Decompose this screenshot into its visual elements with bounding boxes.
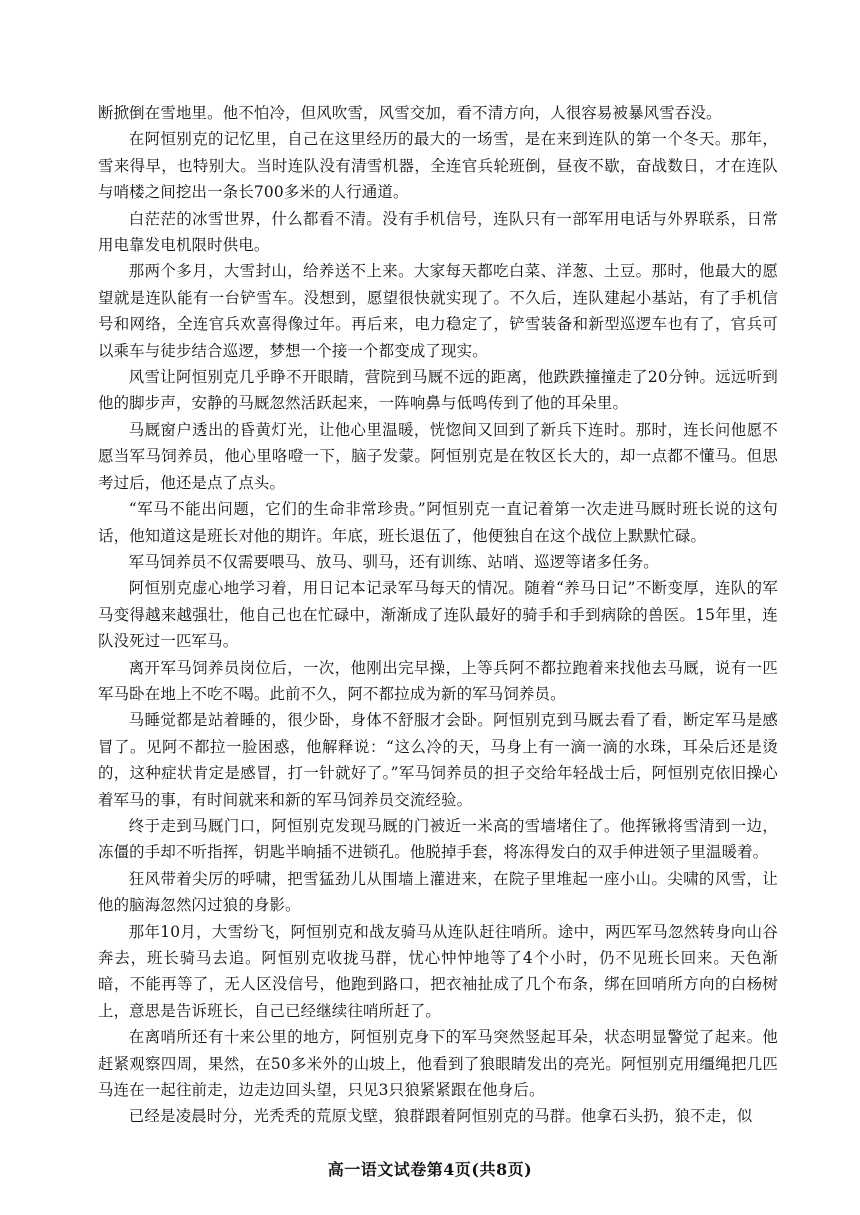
paragraph-15: 在离哨所还有十来公里的地方，阿恒别克身下的军马突然竖起耳朵，状态明显警觉了起来。他赶紧观察四周，果然，在50多米外的山坡上，他看到了狼眼睛发出的亮光。阿恒别克用缰绳把几匹马连在一起往前走，边走边回头望，只见3只狼紧紧跟在他身后。 bbox=[98, 1028, 778, 1100]
paragraph-5: 风雪让阿恒别克几乎睁不开眼睛，营院到马厩不远的距离，他跌跌撞撞走了20分钟。远远听到他的脚步声，安静的马厩忽然活跃起来，一阵响鼻与低鸣传到了他的耳朵里。 bbox=[98, 368, 778, 413]
paragraph-12: 终于走到马厩门口，阿恒别克发现马厩的门被近一米高的雪墙堵住了。他挥锹将雪清到一边，冻僵的手却不听指挥，钥匙半晌插不进锁孔。他脱掉手套，将冻得发白的双手伸进领子里温暖着。 bbox=[98, 816, 778, 862]
paragraph-13: 狂风带着尖厉的呼啸，把雪猛劲儿从围墙上灌进来，在院子里堆起一座小山。尖啸的风雪，让他的脑海忽然闪过狼的身影。 bbox=[98, 869, 778, 915]
paragraph-11: 马睡觉都是站着睡的，很少卧，身体不舒服才会卧。阿恒别克到马厩去看了看，断定军马是感冒了。见阿不都拉一脸困惑，他解释说：“这么冷的天，马身上有一滴一滴的水珠，耳朵后还是烫的，这种症状肯定是感冒，打一针就好了。”军马饲养员的担子交给年轻战士后，阿恒别克依旧操心着军马的事，有时间就来和新的军马饲养员交流经验。 bbox=[98, 711, 778, 809]
paragraph-8: 军马饲养员不仅需要喂马、放马、驯马，还有训练、站哨、巡逻等诸多任务。 bbox=[128, 552, 659, 571]
page-footer: 高一语文试卷第4页(共8页) bbox=[327, 1160, 533, 1179]
paragraph-6: 马厩窗户透出的昏黄灯光，让他心里温暖，恍惚间又回到了新兵下连时。那时，连长问他愿不愿当军马饲养员，他心里咯噔一下，脑子发蒙。阿恒别克是在牧区长大的，却一点都不懂马。但思考过后，他还是点了点头。 bbox=[98, 420, 778, 492]
paragraph-14: 那年10月，大雪纷飞，阿恒别克和战友骑马从连队赶往哨所。途中，两匹军马忽然转身向山谷奔去，班长骑马去追。阿恒别克收拢马群，忧心忡忡地等了4个小时，仍不见班长回来。天色渐暗，不能再等了，无人区没信号，他跑到路口，把衣袖扯成了几个布条，绑在回哨所方向的白杨树上，意思是告诉班长，自己已经继续往哨所赶了。 bbox=[98, 922, 778, 1020]
paragraph-7: “军马不能出问题，它们的生命非常珍贵。”阿恒别克一直记着第一次走进马厩时班长说的这句话，他知道这是班长对他的期许。年底，班长退伍了，他便独自在这个战位上默默忙碌。 bbox=[98, 500, 778, 545]
paragraph-4: 那两个多月，大雪封山，给养送不上来。大家每天都吃白菜、洋葱、土豆。那时，他最大的愿望就是连队能有一台铲雪车。没想到，愿望很快就实现了。不久后，连队建起小基站，有了手机信号和网络，全连官兵欢喜得像过年。再后来，电力稳定了，铲雪装备和新型巡逻车也有了，官兵可以乘车与徒步结合巡逻，梦想一个接一个都变成了现实。 bbox=[98, 262, 778, 360]
paragraph-3: 白茫茫的冰雪世界，什么都看不清。没有手机信号，连队只有一部军用电话与外界联系，日常用电靠发电机限时供电。 bbox=[98, 209, 778, 255]
paragraph-9: 阿恒别克虚心地学习着，用日记本记录军马每天的情况。随着“养马日记”不断变厚，连队的军马变得越来越强壮，他自己也在忙碌中，渐渐成了连队最好的骑手和手到病除的兽医。15年里，连队没死过一匹军马。 bbox=[98, 579, 778, 651]
paragraph-1: 断掀倒在雪地里。他不怕冷，但风吹雪，风雪交加，看不清方向，人很容易被暴风雪吞没。 bbox=[98, 104, 722, 122]
paragraph-16: 已经是凌晨时分，光秃秃的荒原戈壁，狼群跟着阿恒别克的马群。他拿石头扔，狼不走，似 bbox=[128, 1107, 753, 1126]
paragraph-2: 在阿恒别克的记忆里，自己在这里经历的最大的一场雪，是在来到连队的第一个冬天。那年，雪来得早，也特别大。当时连队没有清雪机器，全连官兵轮班倒，昼夜不歇，奋战数日，才在连队与哨楼之间挖出一条长700多米的人行通道。 bbox=[98, 130, 778, 202]
article-body bbox=[98, 100, 778, 1130]
paragraph-10: 离开军马饲养员岗位后，一次，他刚出完早操，上等兵阿不都拉跑着来找他去马厩，说有一匹军马卧在地上不吃不喝。此前不久，阿不都拉成为新的军马饲养员。 bbox=[98, 658, 778, 703]
